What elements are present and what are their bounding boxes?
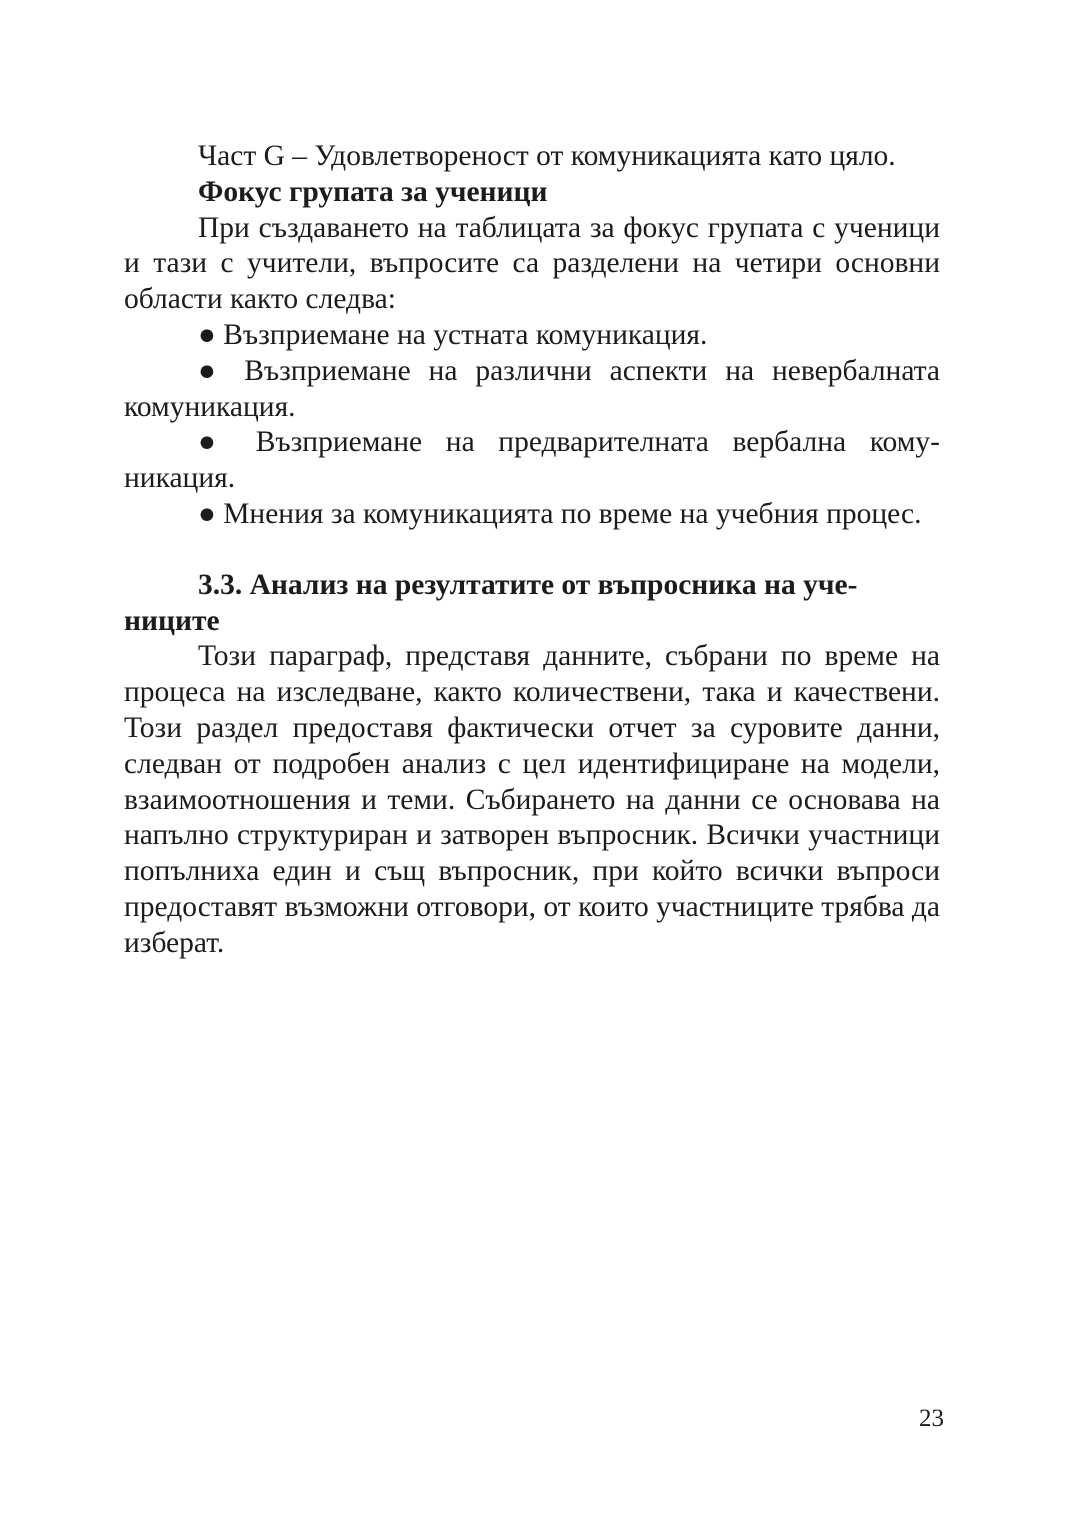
- page-content: [124, 139, 940, 962]
- page-number: 23: [919, 1405, 944, 1432]
- section-paragraph: Този параграф, представя данните, събрани по време на процеса на изследване, както количествени, така и качествени. Този раздел предоставя фактически отчет за суровите данни, следван от подробен анализ с цел идентифициране на модели, взаимоотношения и теми. Събирането на данни се основава на напълно структуриран и затворен въпросник. Всички участници попълниха един и същ въпросник, при който всички въпроси предоставят възможни отговори, от които участниците трябва да изберат.: [124, 640, 940, 959]
- bullet-item-nonverbal-communication: ● Възприемане на различни аспекти на невербалната комуникация.: [124, 354, 940, 423]
- bullet-item-oral-communication: ● Възприемане на устната комуникация.: [198, 318, 708, 351]
- bullet-item-opinions-on-communication: ● Мнения за комуникацията по време на учебния процес.: [198, 497, 922, 530]
- section-heading: 3.3. Анализ на резултатите от въпросника на учениците: [124, 568, 858, 637]
- focus-group-heading: Фокус групата за ученици: [198, 175, 548, 208]
- bullet-item-preliminary-verbal-communication: ● Възприемане на предварителната вербална комуникация.: [124, 426, 940, 495]
- intro-paragraph: Част G – Удовлетвореност от комуникацията като цяло.: [198, 140, 896, 172]
- focus-group-paragraph: При създаването на таблицата за фокус групата с ученици и тази с учители, въпросите са разделени на четири основни области както следва:: [124, 211, 940, 316]
